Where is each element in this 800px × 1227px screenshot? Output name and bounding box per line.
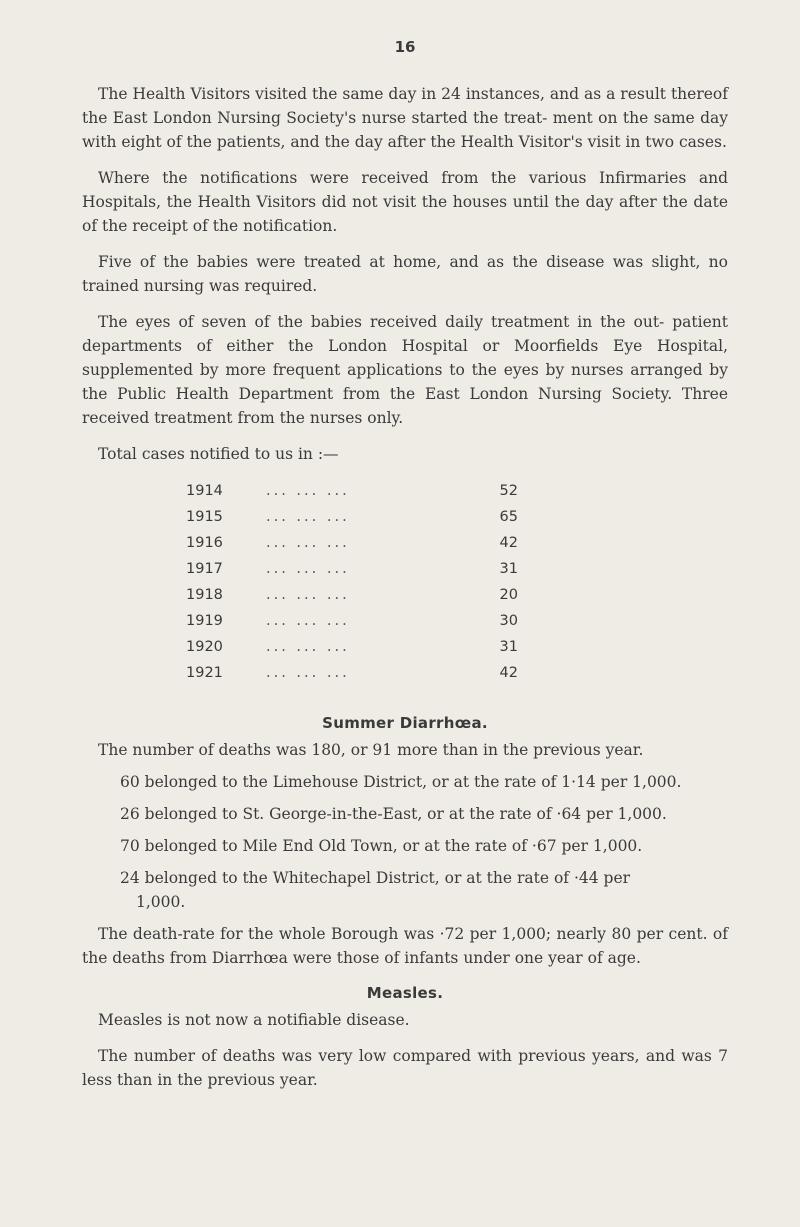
totals-leader-dots: ... ... ... — [266, 535, 350, 551]
totals-year: 1916 — [186, 535, 223, 551]
measles-paragraph-1: Measles is not now a notifiable disease. — [98, 1011, 410, 1029]
totals-value: 31 — [499, 639, 518, 655]
diarrhoea-item-st-george: 26 belonged to St. George-in-the-East, or at the rate of ·64 per 1,000. — [120, 805, 667, 823]
diarrhoea-intro: The number of deaths was 180, or 91 more than in the previous year. — [98, 741, 644, 759]
totals-leader-dots: ... ... ... — [266, 509, 350, 525]
paragraph-treated-at-home: Five of the babies were treated at home, and as the disease was slight, no trained nursing was required. — [82, 253, 728, 295]
totals-row — [186, 504, 518, 530]
totals-value: 52 — [499, 483, 518, 499]
totals-year: 1917 — [186, 561, 223, 577]
totals-row — [186, 478, 518, 504]
totals-row — [186, 556, 518, 582]
diarrhoea-item-whitechapel-cont: 1,000. — [136, 893, 186, 911]
totals-leader-dots: ... ... ... — [266, 613, 350, 629]
paragraph-eye-treatment: The eyes of seven of the babies received daily treatment in the out- patient departments of either the London Hospital or Moorfields Eye Hospital, supplemented by more frequent applications to the eyes by nurses arranged by the Public Health Department from the East London Nursing Society. Three received treatment from the nurses only. — [82, 313, 728, 427]
totals-value: 42 — [499, 535, 518, 551]
totals-row — [186, 530, 518, 556]
totals-table — [186, 478, 518, 686]
totals-row — [186, 608, 518, 634]
diarrhoea-item-mile-end: 70 belonged to Mile End Old Town, or at the rate of ·67 per 1,000. — [120, 837, 643, 855]
totals-leader-dots: ... ... ... — [266, 639, 350, 655]
paragraph-health-visitors: The Health Visitors visited the same day in 24 instances, and as a result thereof the East London Nursing Society's nurse started the treat- ment on the same day with eight of the patients, and the day after the Health Visitor's visit in two cases. — [82, 85, 728, 151]
totals-leader-dots: ... ... ... — [266, 483, 350, 499]
totals-leader-dots: ... ... ... — [266, 665, 350, 681]
page-number: 16 — [394, 38, 416, 56]
heading-measles: Measles. — [366, 984, 444, 1002]
totals-intro: Total cases notified to us in :— — [98, 445, 339, 463]
heading-summer-diarrhoea: Summer Diarrhœa. — [322, 714, 488, 732]
totals-year: 1915 — [186, 509, 223, 525]
totals-row — [186, 582, 518, 608]
totals-year: 1914 — [186, 483, 223, 499]
paragraph-notifications: Where the notifications were received from the various Infirmaries and Hospitals, the Health Visitors did not visit the houses until the day after the date of the receipt of the notification. — [82, 169, 728, 235]
totals-year: 1919 — [186, 613, 223, 629]
diarrhoea-item-whitechapel — [82, 866, 728, 914]
diarrhoea-closing: The death-rate for the whole Borough was ·72 per 1,000; nearly 80 per cent. of the deaths from Diarrhœa were those of infants under one year of age. — [82, 925, 728, 967]
totals-year: 1918 — [186, 587, 223, 603]
totals-leader-dots: ... ... ... — [266, 561, 350, 577]
totals-year: 1921 — [186, 665, 223, 681]
diarrhoea-item-limehouse: 60 belonged to the Limehouse District, or at the rate of 1·14 per 1,000. — [120, 773, 682, 791]
measles-paragraph-2: The number of deaths was very low compared with previous years, and was 7 less than in the previous year. — [82, 1047, 728, 1089]
totals-year: 1920 — [186, 639, 223, 655]
totals-value: 31 — [499, 561, 518, 577]
totals-value: 20 — [499, 587, 518, 603]
totals-leader-dots: ... ... ... — [266, 587, 350, 603]
diarrhoea-item-whitechapel-text: 24 belonged to the Whitechapel District, or at the rate of ·44 per — [120, 869, 631, 887]
totals-row — [186, 660, 518, 686]
totals-row — [186, 634, 518, 660]
totals-value: 30 — [499, 613, 518, 629]
totals-value: 42 — [499, 665, 518, 681]
totals-value: 65 — [499, 509, 518, 525]
